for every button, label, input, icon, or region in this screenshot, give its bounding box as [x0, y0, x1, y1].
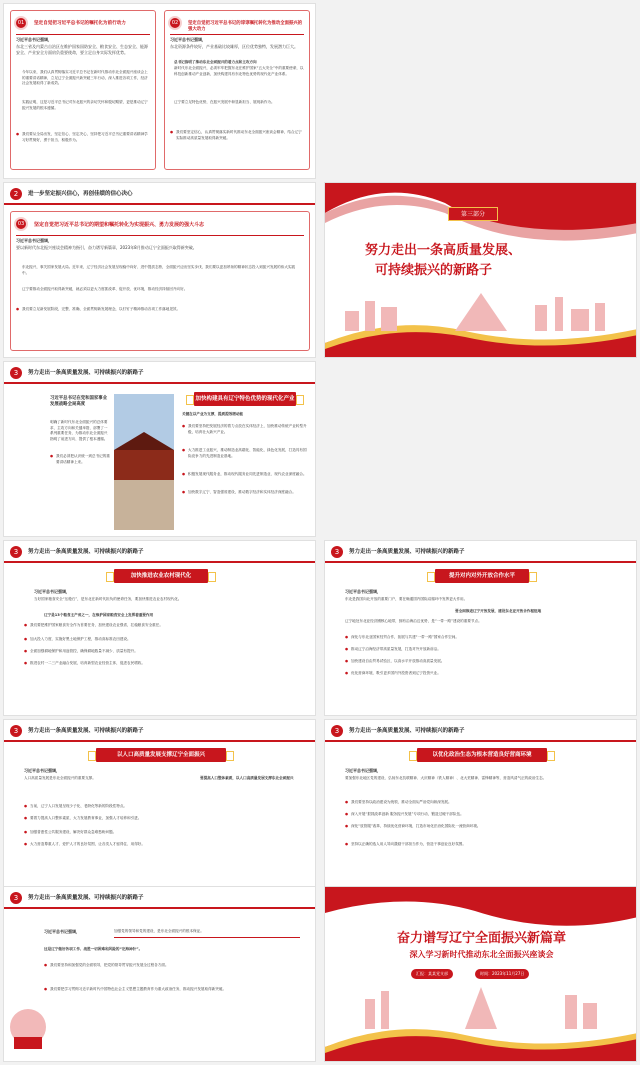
paragraph: 辽宁要立足特色优势，在振兴发展中彰显新担当、展现新作为。: [174, 100, 275, 104]
section-number: 2: [10, 188, 22, 200]
paragraph: 东北振兴，事关国家发展大局。近年来，辽宁经济社会发展呈现稳中向好、进中提质态势，全面振兴迈出坚实步伐，我们要以更加昂扬的精神状态投入到振兴发展的伟大实践中。: [22, 265, 296, 275]
section-banner: 以人口高质量发展支撑辽宁全面振兴: [96, 748, 226, 762]
quote-lead: 习近平总书记强调，: [345, 768, 381, 773]
quote-lead: 习近平总书记强调，: [16, 37, 52, 42]
slide-title: 努力走出一条高质量发展、可持续振兴的新路子: [28, 728, 144, 734]
bullet-item: ● 深入开展“狠抓改革创新 服务振兴发展”专项行动，锻造过硬干部队伍。: [345, 812, 621, 818]
section-number: 3: [10, 725, 22, 737]
quote-lead: 习近平总书记强调，: [34, 589, 70, 594]
skyline-illustration: [335, 287, 628, 331]
section-number: 3: [10, 367, 22, 379]
meta-reporter: 汇报：某某党支部: [411, 969, 453, 979]
quote-lead: 习近平总书记强调，: [44, 929, 80, 934]
quote-lead: 习近平总书记强调，: [170, 37, 206, 42]
slide-header: [4, 720, 315, 742]
quote-lead: 习近平总书记强调，: [16, 238, 52, 243]
slide-title: 努力走出一条高质量发展、可持续振兴的新路子: [28, 370, 144, 376]
section-box: [10, 211, 310, 351]
closing-title: 奋力谱写辽宁全面振兴新篇章: [396, 931, 566, 946]
quote-text: 东北资源条件较好，产业基础比较雄厚，区位优势独特，发展潜力巨大。: [170, 44, 298, 49]
bullet-item: ● 我们要坚定信心，认真贯彻落实新时代推动东北全面振兴座谈会精神，结合辽宁实际推动高质量发展取得新突破。: [170, 130, 304, 141]
section-title: 坚定自觉把习近平总书记的嘱托化为前行动力: [34, 21, 126, 26]
bullet-item: ● 我们要坚持把发展经济的着力点放在实体经济上，加快推动传统产业转型升级，培育壮大新兴产业。: [182, 424, 310, 435]
bullet-item: ● 大力营造尊重人才、爱护人才的良好氛围，让各类人才留得住、用得好。: [24, 842, 300, 848]
slide-title: 努力走出一条高质量发展、可持续振兴的新路子: [28, 549, 144, 555]
paragraph: 辽宁要推动全面振兴取得新突破，就必须以更大力度抓改革、促开放、优环境，推动经济持续回升向好。: [22, 287, 188, 291]
bullet-item: ● 大力推进工业振兴，推动制造业高端化、智能化、绿色化发展，打造具有国际竞争力的先进制造业基地。: [182, 448, 310, 459]
quote-text: 要以新时代东北振兴座谈会精神为指引，奋力谱写新篇章，2023年8月推动辽宁全面振兴取得新突破。: [16, 245, 197, 250]
slide-title: 努力走出一条高质量发展、可持续振兴的新路子: [349, 728, 465, 734]
slide-8[interactable]: [324, 719, 637, 895]
bullet-item: ● 推进农村一二三产业融合发展，培育新型农业经营主体，促进农民增收。: [24, 661, 294, 667]
divider: [114, 937, 300, 938]
side-title: 习近平总书记在党和国家事业发展战略全局高度: [50, 396, 108, 407]
section-banner: 加快推进农业农村现代化: [114, 569, 208, 583]
bullet-item: ● 加强普惠性公共服务建设，解决好群众急难愁盼问题。: [24, 830, 300, 836]
paragraph: 实践证明，这是习近平总书记对东北振兴的亲切关怀和殷切期望，更是推动辽宁振兴发展的根本遵循。: [22, 100, 148, 110]
section-banner: 以优化政治生态为根本营造良好营商环境: [417, 748, 547, 762]
slide-3[interactable]: [324, 182, 637, 358]
meta-date: 时间：2023年11月27日: [475, 969, 529, 979]
quote-text: 人口高质量发展是东北全面振兴的重要支撑。: [24, 776, 96, 780]
quote-lead: 习近平总书记强调，: [345, 589, 381, 594]
quote-text: 东北三省及内蒙古自治区在维护国家国防安全、粮食安全、生态安全、能源安全、产业安全方面肩负重要使命，要立足自身实际发挥优势。: [16, 44, 148, 55]
number-circle: 03: [14, 217, 28, 231]
bullet-item: ● 我们要把维护国家粮食安全作为首要任务，加快建设农业强省，扛稳粮食安全重任。: [24, 623, 294, 629]
slide-header: [4, 362, 315, 384]
paragraph: 今年以来，我们认真贯彻落实习近平总书记在新时代推动东北全面振兴座谈会上的重要讲话精神，立足辽宁全面振兴新突破三年行动，深入推进各项工作，经济社会发展取得了新成效。: [22, 70, 148, 86]
highlight-text: 关键在以产业为支撑，提质提效增动能: [182, 412, 244, 416]
bullet-item: ● 我们要从全局出发，坚定信心、坚定决心，坚持把习近平总书记重要讲话精神学习好贯彻好，勇于担当、积极作为。: [16, 132, 150, 143]
quote-text: 要加强东北地区党的建设，弘扬东北抗联精神、大庆精神（铁人精神）、北大荒精神、雷锋精神等，营造风清气正的政治生态。: [345, 776, 547, 780]
section-banner: 提升对内对外开放合作水平: [435, 569, 529, 583]
cover-title-line2: 可持续振兴的新路子: [375, 263, 493, 278]
bullet-item: ● 加快数字辽宁、智造强省建设，推动数字经济和实体经济深度融合。: [182, 490, 310, 496]
bullet-item: ● 当前，辽宁人口发展呈现少子化、老龄化等新的阶段性特点。: [24, 804, 300, 810]
bullet-item: ● 我们要立足新发展阶段，完整、准确、全面贯彻新发展理念，以钉钉子精神推动各项工作落地见效。: [16, 307, 304, 313]
slide-9[interactable]: [3, 886, 316, 1062]
section-number: 3: [10, 892, 22, 904]
slide-2[interactable]: [3, 182, 316, 358]
section-title: 坚定自觉把习近平总书记的谆谆嘱托转化为推动全面振兴的强大动力: [188, 21, 303, 32]
quote-text: 当好国家粮食安全“压舱石”，是东北在新时代担负的使命任务，要加快推进农业农村现代化。: [34, 597, 182, 601]
emblem-illustration: [8, 997, 48, 1057]
bullet-item: ● 我们必须把认识统一到总书记的重要讲话精神上来。: [50, 454, 110, 465]
slide-6[interactable]: [324, 540, 637, 716]
paragraph: 辽宁地处东北亚经济圈核心地带，拥有沿海沿边优势，是“一带一路”建设的重要节点。: [345, 619, 482, 623]
bullet-item: ● 推动辽宁沿海经济带高质量发展，打造对外开放新前沿。: [345, 647, 621, 653]
side-text: 明确了新时代东北全面振兴的总体要求、主攻方向和关键举措，部署了一系列重要任务，为推动东北全面振兴指明了前进方向、提供了根本遵循。: [50, 420, 108, 441]
paragraph: 新时代东北全面振兴，必须牢牢把握东北在维护国家“五大安全”中的重要使命，以科技创新推动产业创新，加快构建具有东北特色优势的现代化产业体系。: [174, 66, 304, 76]
slide-header: [4, 887, 315, 909]
quote-text: 加强党的领导和党的建设，是东北全面振兴的根本保证。: [114, 929, 204, 933]
cover-title-line1: 努力走出一条高质量发展、: [365, 243, 522, 258]
bullet-item: ● 积极发展现代服务业，推动现代服务业同先进制造业、现代农业深度融合。: [182, 472, 310, 478]
bullet-item: ● 我们要坚持和加强党的全面领导，把党的领导贯穿振兴发展全过程各方面。: [44, 963, 300, 969]
divider: [170, 34, 304, 35]
slide-header: [325, 541, 636, 563]
bullet-item: ● 优化营商环境，吸引更多国内外投资者到辽宁投资兴业。: [345, 671, 621, 677]
section-banner: 加快构建具有辽宁特色优势的现代化产业体系: [194, 392, 296, 406]
section-badge: 第三部分: [448, 207, 498, 221]
divider: [16, 235, 304, 236]
quote-text: 东北是我国向北开放的重要门户，要在畅通国内国际双循环中发挥更大作用。: [345, 597, 468, 601]
bullet-item: ● 我们要坚持以政治建设为统领，推动全面从严治党向纵深发展。: [345, 800, 621, 806]
divider: [16, 34, 150, 35]
bullet-item: ● 加快建设自由贸易试验区，以高水平开放推动高质量发展。: [345, 659, 621, 665]
slide-5[interactable]: [3, 540, 316, 716]
section-number: 3: [331, 546, 343, 558]
closing-subtitle: 深入学习新时代推动东北全面振兴座谈会: [409, 950, 554, 959]
slide-header: [325, 720, 636, 742]
palace-photo: [114, 394, 174, 530]
slide-header: [4, 183, 315, 205]
number-circle: 01: [14, 16, 28, 30]
slide-4[interactable]: [3, 361, 316, 537]
slide-title: 进一步坚定振兴信心，再创佳绩的信心决心: [28, 191, 133, 197]
section-number: 3: [10, 546, 22, 558]
slide-7[interactable]: [3, 719, 316, 895]
quote-lead: 习近平总书记强调，: [24, 768, 60, 773]
bullet-item: ● 深化“放管服”改革，持续优化营商环境，打造市场化法治化国际化一流营商环境。: [345, 824, 621, 830]
bullet-item: ● 深化与东北亚国家经贸合作，拓展与共建“一带一路”国家合作空间。: [345, 635, 621, 641]
section-title: 坚定自觉把习近平总书记的期望和嘱托转化为实现振兴、勇力发展的强大斗志: [34, 222, 205, 228]
highlight-text: 要全面推进辽宁开放发展，建设东北亚开放合作枢纽地: [455, 609, 542, 613]
bullet-item: ● 我们要把学习贯彻习近平新时代中国特色社会主义思想主题教育作为重大政治任务，推动振兴发展取得新突破。: [44, 987, 300, 993]
highlight-text: 总书记指明了推动东北全面振兴的着力点和主攻方向: [174, 60, 257, 64]
section-number: 3: [331, 725, 343, 737]
number-circle: 02: [168, 16, 182, 30]
slide-10[interactable]: [324, 886, 637, 1062]
bullet-item: ● 加大投入力度，实施好黑土地保护工程，推动高标准农田建设。: [24, 637, 294, 643]
slide-1[interactable]: [3, 3, 316, 179]
slide-title: 努力走出一条高质量发展、可持续振兴的新路子: [349, 549, 465, 555]
highlight-text: 这是辽宁做好各项工作、战胜一切困难和风险的“定海神针”。: [44, 947, 143, 951]
highlight-text: 要提高人口整体素质，以人口高质量发展支撑东北全面振兴: [200, 776, 294, 780]
highlight-text: 辽宁是13个粮食主产省之一，在维护国家粮食安全上发挥着重要作用: [44, 613, 154, 617]
slide-header: [4, 541, 315, 563]
bullet-item: ● 坚持以正确的选人用人导向激励干部担当作为，营造干事创业良好氛围。: [345, 842, 621, 848]
bullet-item: ● 要着力提高人口整体素质，大力发展教育事业，加强人才培养和引进。: [24, 816, 300, 822]
bullet-item: ● 全面加强耕地保护和用途管控，确保耕地数量不减少、质量有提升。: [24, 649, 294, 655]
slide-title: 努力走出一条高质量发展、可持续振兴的新路子: [28, 895, 144, 901]
